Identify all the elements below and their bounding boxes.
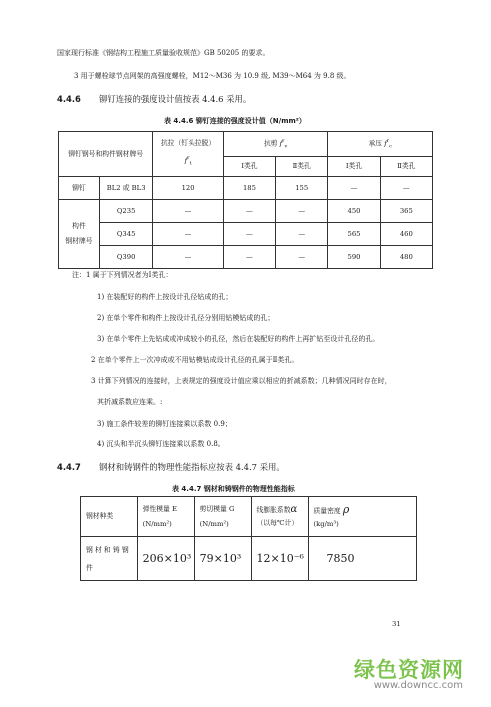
text-line-2: 3 用于螺栓球节点网架的高强度螺栓，M12～M36 为 10.9 级, M39～M64 为 9.8 级。 [74,72,351,80]
table-cell: — [153,223,223,246]
note-1-item-3: 3) 在单个零件上先钻成或冲成较小的孔径，然后在装配好的构件上再扩钻至设计孔径的孔。 [97,335,380,343]
section-4-4-6 [57,94,251,105]
symbol-sub: v [284,143,288,150]
symbol-sub: t [189,160,192,167]
table-cell: — [328,177,380,200]
note-3-cont: 其折减系数应连乘。: [97,398,163,406]
table-cell: 450 [328,200,380,223]
header-tension-label: 抗拉（钉头拉脱） [160,139,216,148]
table-cell: 590 [328,246,380,269]
note-3: 3 计算下列情况的连接时，上表规定的强度设计值应乘以相应的折减系数；几种情况同时存在时， [91,377,392,385]
header-bearing-class2: Ⅱ类孔 [380,157,432,177]
header-alpha-unit: （以每℃计） [256,519,299,527]
table-cell: — [223,246,275,269]
table-cell: 565 [328,223,380,246]
symbol-f: f [279,138,283,147]
header-steel-grade: 铆钉钢号和构件钢材牌号 [59,132,153,177]
text-line-1: 国家现行标准《钢结构工程施工质量验收规范》GB 50205 的要求。 [57,49,270,57]
symbol-sub: c [389,143,392,150]
table-4-4-6-caption: 表 4.4.6 铆钉连接的强度设计值（N/mm²） [164,117,306,125]
header-rho-label [313,502,417,516]
header-bearing-label: 承压 [368,138,383,147]
member-label-line2: 钢材牌号 [65,237,93,245]
note-3-item-3: 3) 施工条件较差的铆钉连接乘以系数 0.9； [97,420,232,428]
table-cell: 120 [153,177,223,200]
row-grade: Q345 [99,223,152,246]
table-cell: — [276,246,328,269]
value-shear-modulus: 79×10³ [194,537,251,581]
header-expansion-coef [251,497,308,537]
header-rho-unit: (kg/m³) [313,519,339,528]
watermark-logo: 绿色资源网 [354,658,464,682]
symbol-sup: r [386,137,390,144]
page-number: 31 [392,620,401,628]
row-steel-label: 钢 材 和 铸 钢 件 [81,537,138,581]
row-rivet-grade: BL2 或 BL3 [99,177,152,200]
header-e-unit: (N/mm²) [142,519,172,528]
rho-label-text: 质量密度 [313,506,341,515]
header-g-unit: (N/mm²) [199,519,229,528]
table-cell: — [276,200,328,223]
alpha-symbol: α [290,504,298,515]
symbol-sup: r [282,137,285,144]
note-3-item-4: 4) 沉头和半沉头铆钉连接乘以系数 0.8。 [97,440,225,448]
header-elastic-modulus [137,497,194,537]
row-rivet-label: 铆钉 [59,177,100,200]
alpha-label-text: 线膨胀系数 [256,506,291,514]
header-shear-class1: Ⅰ类孔 [223,157,275,177]
symbol-f: f [184,156,188,165]
header-bearing-class1: Ⅰ类孔 [328,157,380,177]
table-cell: — [153,246,223,269]
table-4-4-7 [80,496,417,581]
table-cell: — [153,200,223,223]
table-cell: 480 [380,246,432,269]
header-alpha-label [257,505,308,515]
header-e-label: 弹性模量 E [142,504,177,513]
header-density [308,497,417,537]
table-cell: 185 [223,177,275,200]
header-shear-modulus [194,497,251,537]
section-text: 铆钉连接的强度设计值按表 4.4.6 采用。 [99,94,252,104]
section-text: 钢材和铸钢件的物理性能指标应按表 4.4.7 采用。 [99,462,285,472]
watermark-url: www.downcc.com [373,680,463,691]
table-4-4-7-caption: 表 4.4.7 钢材和铸钢件的物理性能指标 [172,485,295,493]
symbol-f: f [384,138,387,147]
section-number: 4.4.7 [57,462,81,472]
table-cell: — [223,223,275,246]
table-cell: 155 [276,177,328,200]
header-g-label: 剪切模量 G [199,504,235,513]
table-4-4-6 [58,131,433,269]
header-steel-type: 钢材种类 [81,497,138,537]
header-shear-label: 抗剪 [263,138,278,147]
rho-symbol: ρ [342,502,350,516]
value-density: 7850 [308,537,417,581]
table-cell: — [223,200,275,223]
member-label-line1: 构件 [72,222,86,230]
section-4-4-7 [57,462,285,473]
table-cell: — [276,223,328,246]
row-member-label [59,200,100,269]
value-elastic-modulus: 206×10³ [137,537,194,581]
header-shear-class2: Ⅱ类孔 [276,157,328,177]
section-number: 4.4.6 [57,94,81,104]
note-1: 注：1 属于下列情况者为Ⅰ类孔： [72,271,173,279]
note-1-item-2: 2) 在单个零件和构件上按设计孔径分别用钻模钻成的孔； [97,314,275,322]
symbol-sup: r [187,155,190,162]
table-cell: 365 [380,200,432,223]
header-tension-symbol [153,154,222,169]
value-expansion-coef: 12×10⁻⁶ [251,537,308,581]
table-cell: 460 [380,223,432,246]
header-shear [223,132,328,157]
row-grade: Q390 [99,246,152,269]
header-tension [153,132,223,177]
note-1-item-1: 1) 在装配好的构件上按设计孔径钻成的孔； [97,293,233,301]
header-bearing [328,132,433,157]
note-2: 2 在单个零件上一次冲成或不用钻模钻成设计孔径的孔属于Ⅱ类孔。 [91,356,299,364]
row-grade: Q235 [99,200,152,223]
table-cell: — [380,177,432,200]
